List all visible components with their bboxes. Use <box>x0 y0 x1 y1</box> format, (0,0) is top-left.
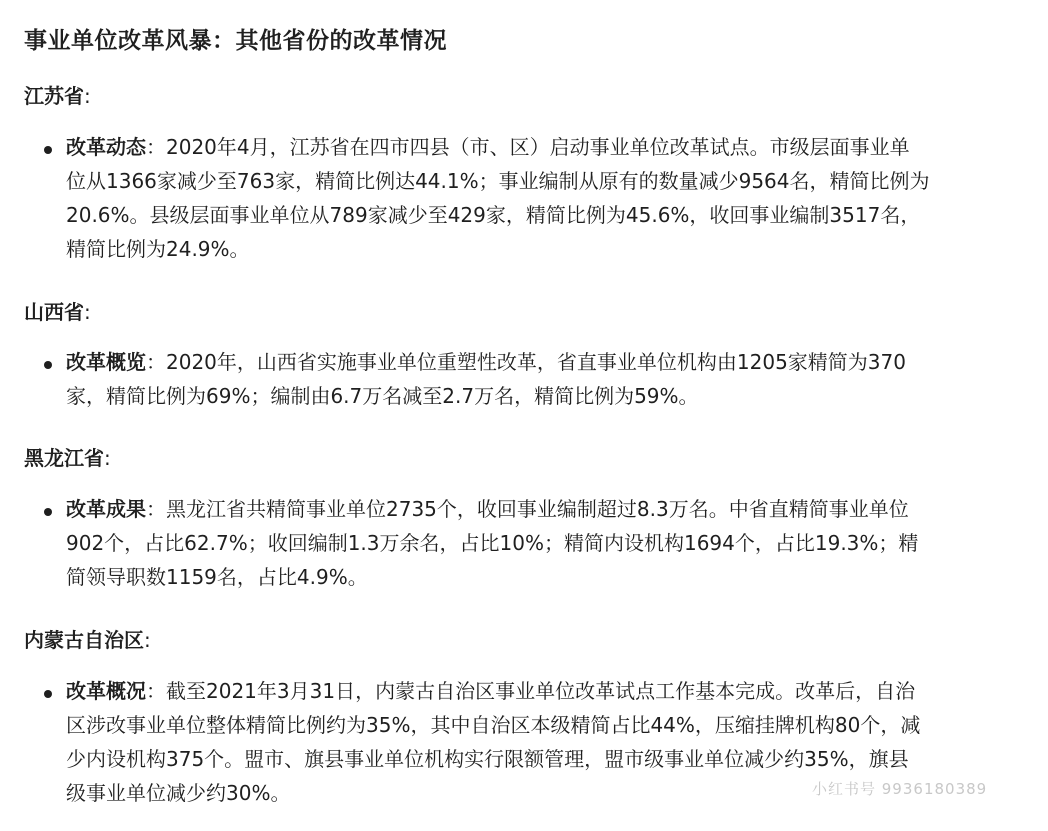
bullet-dot <box>44 690 52 698</box>
item-line: 家，精简比例为69%；编制由6.7万名减至2.7万名，精简比例为59%。 <box>66 384 699 408</box>
section-heading-jiangsu <box>24 80 91 109</box>
item-label-separator: ： <box>146 135 166 159</box>
item-line: 区涉改事业单位整体精简比例约为35%，其中自治区本级精简占比44%，压缩挂牌机构80个，减 <box>66 713 921 737</box>
item-label-separator: ： <box>146 679 166 703</box>
item-label: 改革动态 <box>66 135 146 159</box>
item-label: 改革概况 <box>66 679 146 703</box>
section-colon: : <box>104 446 111 470</box>
item-line: 简领导职数1159名，占比4.9%。 <box>66 565 368 589</box>
item-line <box>66 492 1026 526</box>
item-line <box>66 674 1026 708</box>
section-name: 内蒙古自治区 <box>24 628 144 652</box>
item-text: 黑龙江省共精简事业单位2735个，收回事业编制超过8.3万名。中省直精简事业单位 <box>166 497 909 521</box>
item-line: 级事业单位减少约30%。 <box>66 781 291 805</box>
item-line: 精简比例为24.9%。 <box>66 237 250 261</box>
item-line <box>66 345 1026 379</box>
item-line: 位从1366家减少至763家，精简比例达44.1%；事业编制从原有的数量减少9564名，精简比例为 <box>66 169 930 193</box>
section-colon: : <box>144 628 151 652</box>
list-item-shanxi <box>66 345 1026 413</box>
item-text: 截至2021年3月31日，内蒙古自治区事业单位改革试点工作基本完成。改革后，自治 <box>166 679 916 703</box>
section-heading-inner-mongolia <box>24 624 151 653</box>
item-line: 902个，占比62.7%；收回编制1.3万余名，占比10%；精简内设机构1694个，占比19.3%；精 <box>66 531 919 555</box>
section-heading-shanxi <box>24 296 91 325</box>
section-name: 江苏省 <box>24 84 84 108</box>
section-name: 黑龙江省 <box>24 446 104 470</box>
item-line: 20.6%。县级层面事业单位从789家减少至429家，精简比例为45.6%，收回事业编制3517名， <box>66 203 921 227</box>
item-label: 改革概览 <box>66 350 146 374</box>
section-colon: : <box>84 84 91 108</box>
bullet-dot <box>44 361 52 369</box>
item-label-separator: ： <box>146 350 166 374</box>
item-line <box>66 130 1026 164</box>
section-name: 山西省 <box>24 300 84 324</box>
page-title: 事业单位改革风暴：其他省份的改革情况 <box>24 28 447 54</box>
bullet-dot <box>44 508 52 516</box>
item-line: 少内设机构375个。盟市、旗县事业单位机构实行限额管理，盟市级事业单位减少约35%，旗县 <box>66 747 909 771</box>
list-item-heilongjiang <box>66 492 1026 594</box>
bullet-dot <box>44 146 52 154</box>
item-label-separator: ： <box>146 497 166 521</box>
list-item-jiangsu <box>66 130 1026 266</box>
item-text: 2020年，山西省实施事业单位重塑性改革，省直事业单位机构由1205家精简为370 <box>166 350 906 374</box>
watermark: 小红书号 9936180389 <box>812 780 988 798</box>
section-heading-heilongjiang <box>24 442 111 471</box>
item-label: 改革成果 <box>66 497 146 521</box>
section-colon: : <box>84 300 91 324</box>
item-text: 2020年4月，江苏省在四市四县（市、区）启动事业单位改革试点。市级层面事业单 <box>166 135 910 159</box>
